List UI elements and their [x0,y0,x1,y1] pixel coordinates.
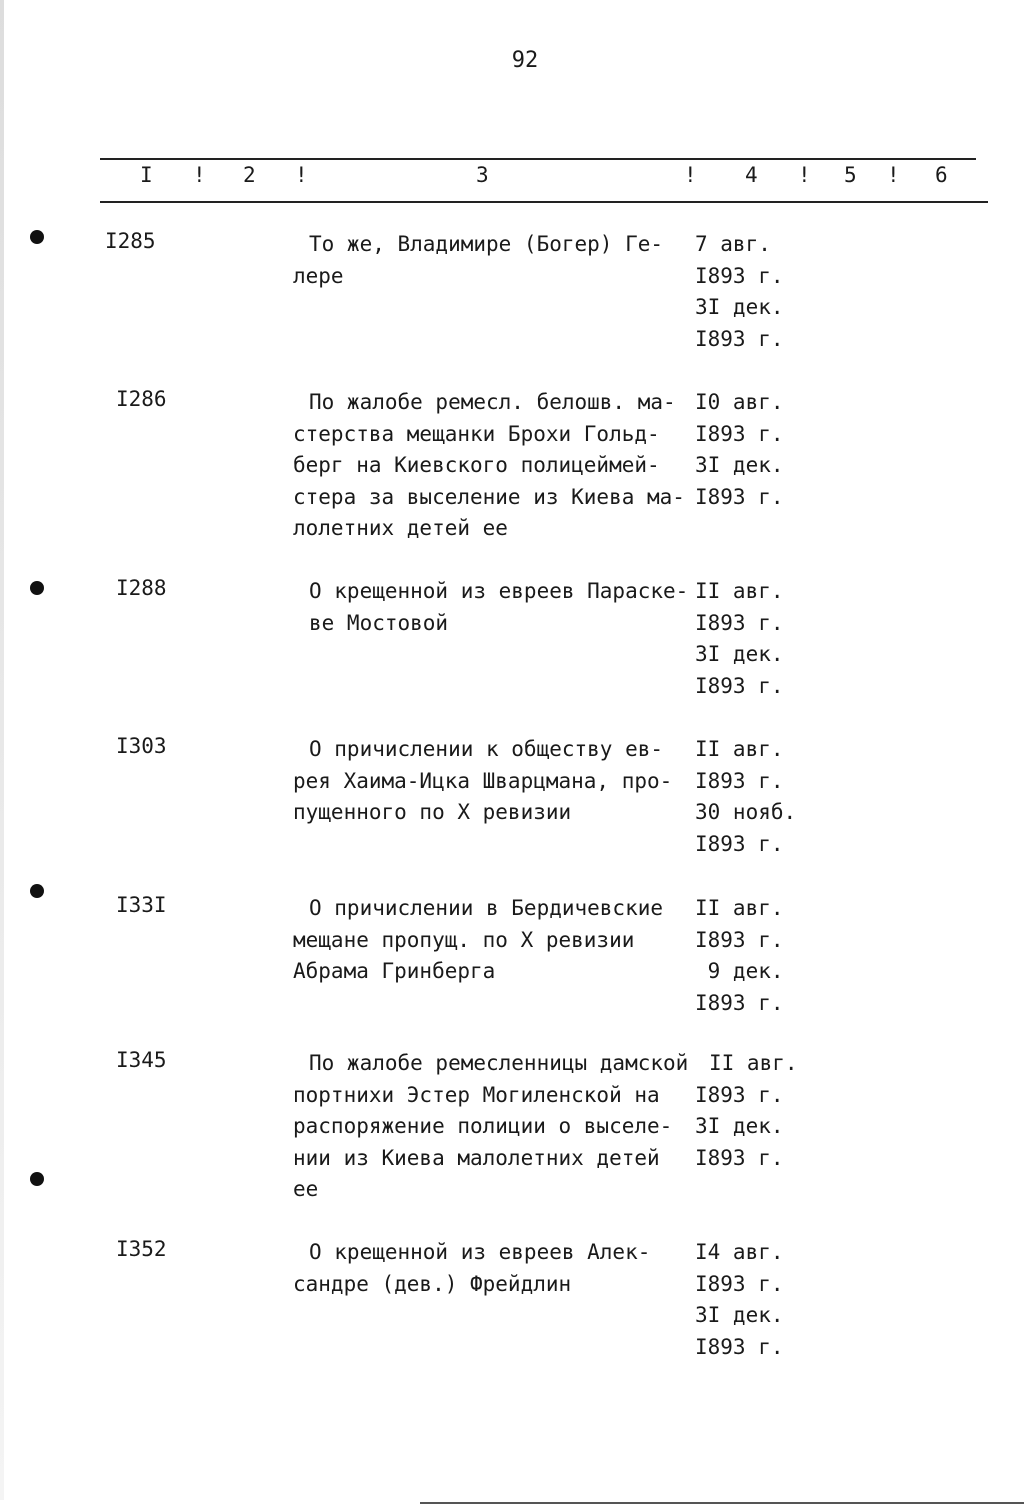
record-number: I285 [105,229,156,253]
date-line: I893 г. [695,1145,784,1170]
page-number: 92 [511,48,539,73]
description-line: По жалобе ремесленницы дамской [309,1051,689,1075]
header-separator: ! [193,163,206,187]
header-separator: ! [295,163,308,187]
description-line: нии из Киева малолетних детей [293,1145,660,1170]
record-dates [695,576,784,702]
date-line: I893 г. [695,673,784,698]
date-line: 3I дек. [695,1114,784,1138]
record-description [293,229,713,292]
record-dates [695,893,784,1019]
description-line: О причислении в Бердичевские [309,896,664,920]
header-col-6: 6 [935,163,948,187]
punch-hole-mark [30,581,44,595]
date-line: 3I дек. [695,453,784,477]
date-line: I893 г. [695,1334,784,1359]
punch-hole-mark [30,1172,44,1186]
header-col-1: I [140,163,153,187]
record-dates [695,229,784,355]
date-line: II авг. [695,737,784,761]
date-line: I893 г. [695,1271,784,1296]
description-line: сандре (дев.) Фрейдлин [293,1271,572,1296]
description-line: мещане пропущ. по Х ревизии [293,927,635,952]
record-number: I286 [116,387,167,411]
date-line: 9 дек. [695,959,784,983]
header-separator: ! [887,163,900,187]
date-line: I893 г. [695,326,784,351]
header-col-4: 4 [745,163,758,187]
record-dates [695,1048,798,1174]
description-line: рея Хаима-Ицка Шварцмана, про- [293,768,673,793]
date-line: 3I дек. [695,1303,784,1327]
date-line: I4 авг. [695,1240,784,1264]
description-line: лере [293,263,344,288]
record-description [293,387,713,545]
description-line: стера за выселение из Киева ма- [293,484,685,509]
date-line: I893 г. [695,484,784,509]
date-line: I893 г. [695,610,784,635]
date-line: II авг. [695,579,784,603]
description-line: ее [293,1177,319,1201]
date-line: I893 г. [695,421,784,446]
date-line: I0 авг. [695,390,784,414]
date-line: I893 г. [695,1082,784,1107]
description-line: пущенного по Х ревизии [293,800,572,824]
description-line: ве Мостовой [309,610,449,635]
date-line: 3I дек. [695,295,784,319]
record-number: I303 [116,734,167,758]
record-number: I352 [116,1237,167,1261]
record-dates [695,387,784,513]
description-line: лолетних детей ее [293,516,508,540]
header-separator: ! [684,163,697,187]
date-line: I893 г. [695,990,784,1015]
punch-hole-mark [30,230,44,244]
description-line: Абрама Гринберга [293,959,496,983]
record-dates [695,1237,784,1363]
header-separator: ! [798,163,811,187]
record-description [293,1237,713,1300]
page-bottom-edge [420,1502,1024,1504]
description-line: О крещенной из евреев Алек- [309,1240,651,1264]
record-number: I288 [116,576,167,600]
record-description [293,734,713,829]
description-line: стерства мещанки Брохи Гольд- [293,421,660,446]
date-line: I893 г. [695,831,784,856]
record-number: I345 [116,1048,167,1072]
header-bottom-rule [100,201,988,203]
date-line: 7 авг. [695,232,771,256]
date-line: 30 нояб. [695,800,797,824]
description-line: О причислении к обществу ев- [309,737,664,761]
record-description [293,1048,713,1206]
header-col-5: 5 [844,163,857,187]
description-line: О крещенной из евреев Параске- [309,579,689,603]
page-edge-shadow [0,0,4,1500]
punch-hole-mark [30,884,44,898]
description-line: То же, Владимире (Богер) Ге- [309,232,664,256]
header-top-rule [100,158,976,160]
record-description [293,576,713,639]
date-line: II авг. [695,896,784,920]
record-number: I33I [116,893,167,917]
date-line: 3I дек. [695,642,784,666]
header-col-3: 3 [476,163,489,187]
record-description [293,893,713,988]
date-line: II авг. [709,1051,798,1075]
date-line: I893 г. [695,927,784,952]
description-line: портнихи Эстер Могиленской на [293,1082,660,1107]
date-line: I893 г. [695,263,784,288]
description-line: По жалобе ремесл. белошв. ма- [309,390,676,414]
header-col-2: 2 [243,163,256,187]
record-dates [695,734,796,860]
description-line: распоряжение полиции о выселе- [293,1114,673,1138]
date-line: I893 г. [695,768,784,793]
description-line: берг на Киевского полицеймей- [293,453,660,477]
